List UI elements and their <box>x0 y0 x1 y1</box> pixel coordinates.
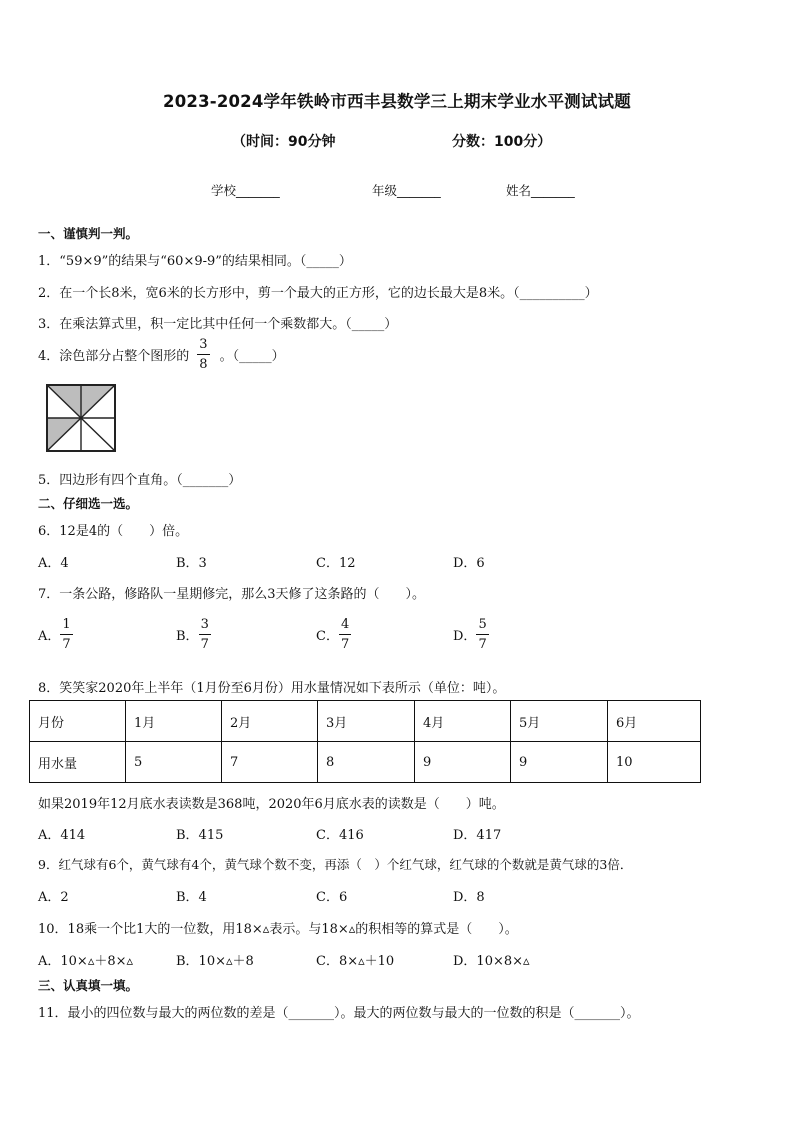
question-3: 3．在乘法算式里，积一定比其中任何一个乘数都大。（_____） <box>38 317 398 332</box>
fraction-option <box>476 618 488 651</box>
table-cell: 1月 <box>126 701 222 742</box>
table-cell: 9 <box>415 742 511 783</box>
option-9c: C．6 <box>316 890 348 905</box>
question-7: 7．一条公路，修路队一星期修完，那么3天修了这条路的（ ）。 <box>38 587 426 602</box>
table-cell: 9 <box>511 742 608 783</box>
table-cell: 用水量 <box>30 742 126 783</box>
option-8c: C．416 <box>316 828 364 843</box>
question-5: 5．四边形有四个直角。（_______） <box>38 473 242 488</box>
question-4-text: 4．涂色部分占整个图形的 <box>38 349 190 364</box>
table-cell: 月份 <box>30 701 126 742</box>
option-6b: B．3 <box>176 556 207 571</box>
option-6c: C．12 <box>316 556 356 571</box>
option-8b: B．415 <box>176 828 224 843</box>
exam-time: （时间：90分钟 <box>232 134 336 150</box>
table-cell: 6月 <box>608 701 701 742</box>
question-8: 8．笑笑家2020年上半年（1月份至6月份）用水量情况如下表所示（单位：吨）。 <box>38 681 506 696</box>
option-10b: B．10×▵＋8 <box>176 954 254 969</box>
option-label: A． <box>38 629 61 644</box>
shaded-square-figure <box>46 384 116 452</box>
table-cell: 10 <box>608 742 701 783</box>
option-7c <box>316 618 351 651</box>
option-7a <box>38 618 73 651</box>
table-cell: 8 <box>318 742 415 783</box>
option-9d: D．8 <box>453 890 485 905</box>
table-cell: 5月 <box>511 701 608 742</box>
question-1: 1．“59×9”的结果与“60×9-9”的结果相同。（_____） <box>38 254 352 269</box>
water-usage-table <box>29 700 701 783</box>
fraction-numerator: 5 <box>476 618 488 635</box>
grade-field: 年级_______ <box>372 183 441 198</box>
option-8d: D．417 <box>453 828 502 843</box>
fraction-numerator: 3 <box>197 338 209 355</box>
question-4-blank: 。（_____） <box>219 349 285 364</box>
option-7d <box>453 618 489 651</box>
option-label: C． <box>316 629 339 644</box>
option-10d: D．10×8×▵ <box>453 954 530 969</box>
school-field: 学校_______ <box>211 183 280 198</box>
fraction-option <box>339 618 351 651</box>
fraction-denominator: 7 <box>340 637 350 652</box>
table-cell: 3月 <box>318 701 415 742</box>
table-row <box>30 742 701 783</box>
option-6a: A．4 <box>38 556 69 571</box>
option-label: B． <box>176 629 199 644</box>
fraction-denominator: 7 <box>62 637 71 652</box>
exam-score: 分数：100分） <box>452 134 552 150</box>
fraction-numerator: 4 <box>339 618 351 635</box>
section-heading-1: 一、谨慎判一判。 <box>38 226 139 241</box>
option-8a: A．414 <box>38 828 86 843</box>
option-label: D． <box>453 629 477 644</box>
name-field: 姓名_______ <box>506 183 575 198</box>
fraction-denominator: 7 <box>200 637 209 652</box>
fraction-numerator: 1 <box>60 618 72 635</box>
fraction-denominator: 8 <box>199 357 208 372</box>
table-cell: 2月 <box>222 701 318 742</box>
option-7b <box>176 618 211 651</box>
section-heading-3: 三、认真填一填。 <box>38 978 139 993</box>
table-cell: 4月 <box>415 701 511 742</box>
question-8-followup: 如果2019年12月底水表读数是368吨，2020年6月底水表的读数是（ ）吨。 <box>38 797 505 812</box>
table-cell: 7 <box>222 742 318 783</box>
option-9b: B．4 <box>176 890 207 905</box>
fraction-numerator: 3 <box>199 618 211 635</box>
option-10a: A．10×▵＋8×▵ <box>38 954 134 969</box>
question-11: 11．最小的四位数与最大的两位数的差是（_______）。最大的两位数与最大的一位数的积是（_______）。 <box>38 1006 640 1021</box>
fraction-option <box>60 618 72 651</box>
option-10c: C．8×▵＋10 <box>316 954 395 969</box>
section-heading-2: 二、仔细选一选。 <box>38 496 139 511</box>
question-4 <box>38 338 285 371</box>
question-6: 6．12是4的（ ）倍。 <box>38 524 189 539</box>
question-9: 9．红气球有6个，黄气球有4个，黄气球个数不变，再添（ ）个红气球，红气球的个数就是黄气球的3倍． <box>38 857 633 872</box>
question-10: 10．18乘一个比1大的一位数，用18×▵表示。与18×▵的积相等的算式是（ ）。 <box>38 922 518 937</box>
page-title: 2023-2024学年铁岭市西丰县数学三上期末学业水平测试试题 <box>163 92 631 111</box>
table-cell: 5 <box>126 742 222 783</box>
fraction-denominator: 7 <box>478 637 487 652</box>
option-6d: D．6 <box>453 556 485 571</box>
fraction-option <box>199 618 211 651</box>
option-9a: A．2 <box>38 890 69 905</box>
table-row <box>30 701 701 742</box>
question-2: 2．在一个长8米，宽6米的长方形中，剪一个最大的正方形，它的边长最大是8米。（__________） <box>38 286 598 301</box>
fraction-3-8 <box>197 338 209 371</box>
